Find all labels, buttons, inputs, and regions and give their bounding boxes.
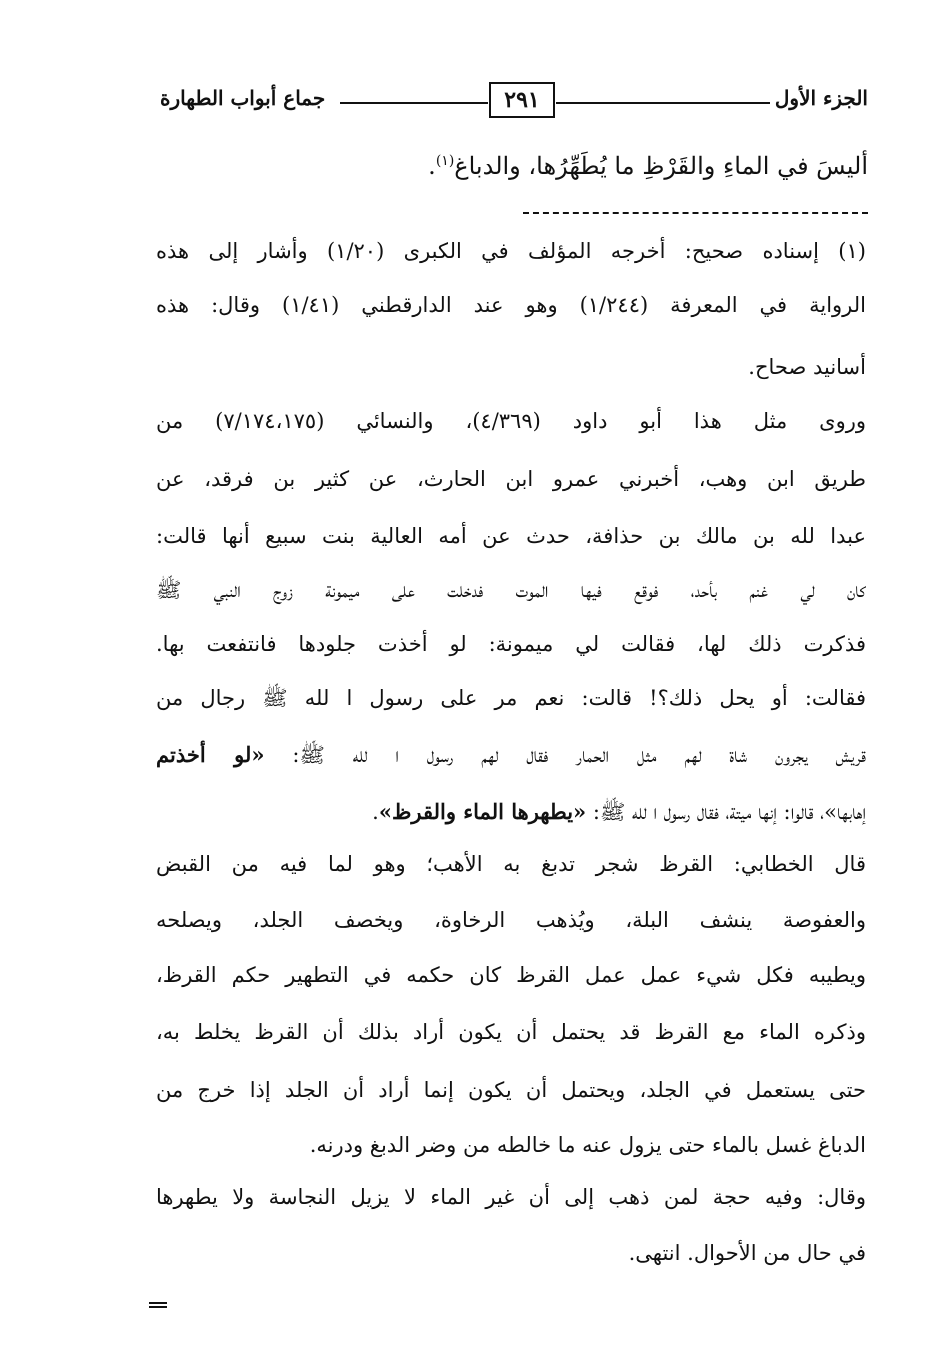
- footnote-line: كان لي غنم بأحد، فوقع فيها الموت فدخلت على ميمونة زوج النبي ﷺ: [156, 578, 866, 602]
- footnote-line: في حال من الأحوال. انتهى.: [628, 1241, 866, 1265]
- header-chapter: جماع أبواب الطهارة: [160, 86, 326, 110]
- footnote-line: حتى يستعمل في الجلد، ويحتمل أن يكون إنما أراد أن الجلد إذا خرج من: [156, 1078, 866, 1102]
- footnote-separator: [523, 212, 868, 214]
- footnote-line: قريش يجرون شاة لهم مثل الحمار فقال لهم رسول ا لله ﷺ: «لو أخذتم: [156, 742, 866, 767]
- footnote-line: الدباغ غسل بالماء حتى يزول عنه ما خالطه من وضر الدبغ ودرنه.: [309, 1133, 866, 1157]
- footnote-line: وروى مثل هذا أبو داود (٤/٣٦٩)، والنسائي (٧/١٧٤،١٧٥) من: [156, 409, 866, 433]
- footnote-line: فقالت: أو يحل ذلك؟! قالت: نعم مر على رسول ا لله ﷺ رجال من: [156, 686, 866, 710]
- main-text-body: أليسَ في الماءِ والقَرْظِ ما يُطَهِّرُها، والدباغ: [454, 152, 868, 180]
- footnote-ref: (١): [435, 153, 455, 169]
- footnote-line: وقال: وفيه حجة لمن ذهب إلى أن غير الماء لا يزيل النجاسة ولا يطهرها: [156, 1185, 866, 1209]
- footnote-line: أسانيد صحاح.: [748, 355, 866, 379]
- footnote-line: وذكره الماء مع القرظ قد يحتمل أن يكون أراد بذلك أن القرظ يخلط به،: [156, 1020, 866, 1044]
- footnote-line: (١) إسناده صحيح: أخرجه المؤلف في الكبرى (١/٢٠) وأشار إلى هذه: [156, 239, 866, 263]
- header-rule-left: [340, 102, 488, 104]
- main-text-end: .: [428, 152, 436, 180]
- footnote-line: فذكرت ذلك لها، فقالت لي ميمونة: لو أخذت جلودها فانتفعت بها.: [156, 632, 866, 656]
- footnote-line: ويطيبه فكل شيء عمل عمل القرظ كان حكمه في التطهير حكم القرظ،: [156, 963, 866, 987]
- page-end-mark: [149, 1302, 167, 1308]
- footnote-line: عبدا لله بن مالك بن حذافة، حدث عن أمه العالية بنت سبيع أنها قالت:: [156, 524, 866, 548]
- main-text: [108, 152, 868, 180]
- page-number-box: ٢٩١: [489, 82, 555, 118]
- footnote-line: قال الخطابي: القرظ شجر تدبغ به الأهب؛ وهو لما فيه من القبض: [156, 852, 866, 876]
- footnote-line: والعفوصة ينشف البلة، ويُذهب الرخاوة، ويخصف الجلد، ويصلحه: [156, 908, 866, 932]
- footnote-line: طريق ابن وهب، أخبرني عمرو ابن الحارث، عن كثير بن فرقد، عن: [156, 467, 866, 491]
- footnote-line: الرواية في المعرفة (١/٢٤٤) وهو عند الدارقطني (١/٤١) وقال: هذه: [156, 293, 866, 317]
- header-rule-right: [556, 102, 770, 104]
- header-volume: الجزء الأول: [774, 86, 868, 110]
- footnote-line: إهابها»، قالوا: إنها ميتة، فقال رسول ا لله ﷺ: «يطهرها الماء والقرظ».: [372, 799, 866, 824]
